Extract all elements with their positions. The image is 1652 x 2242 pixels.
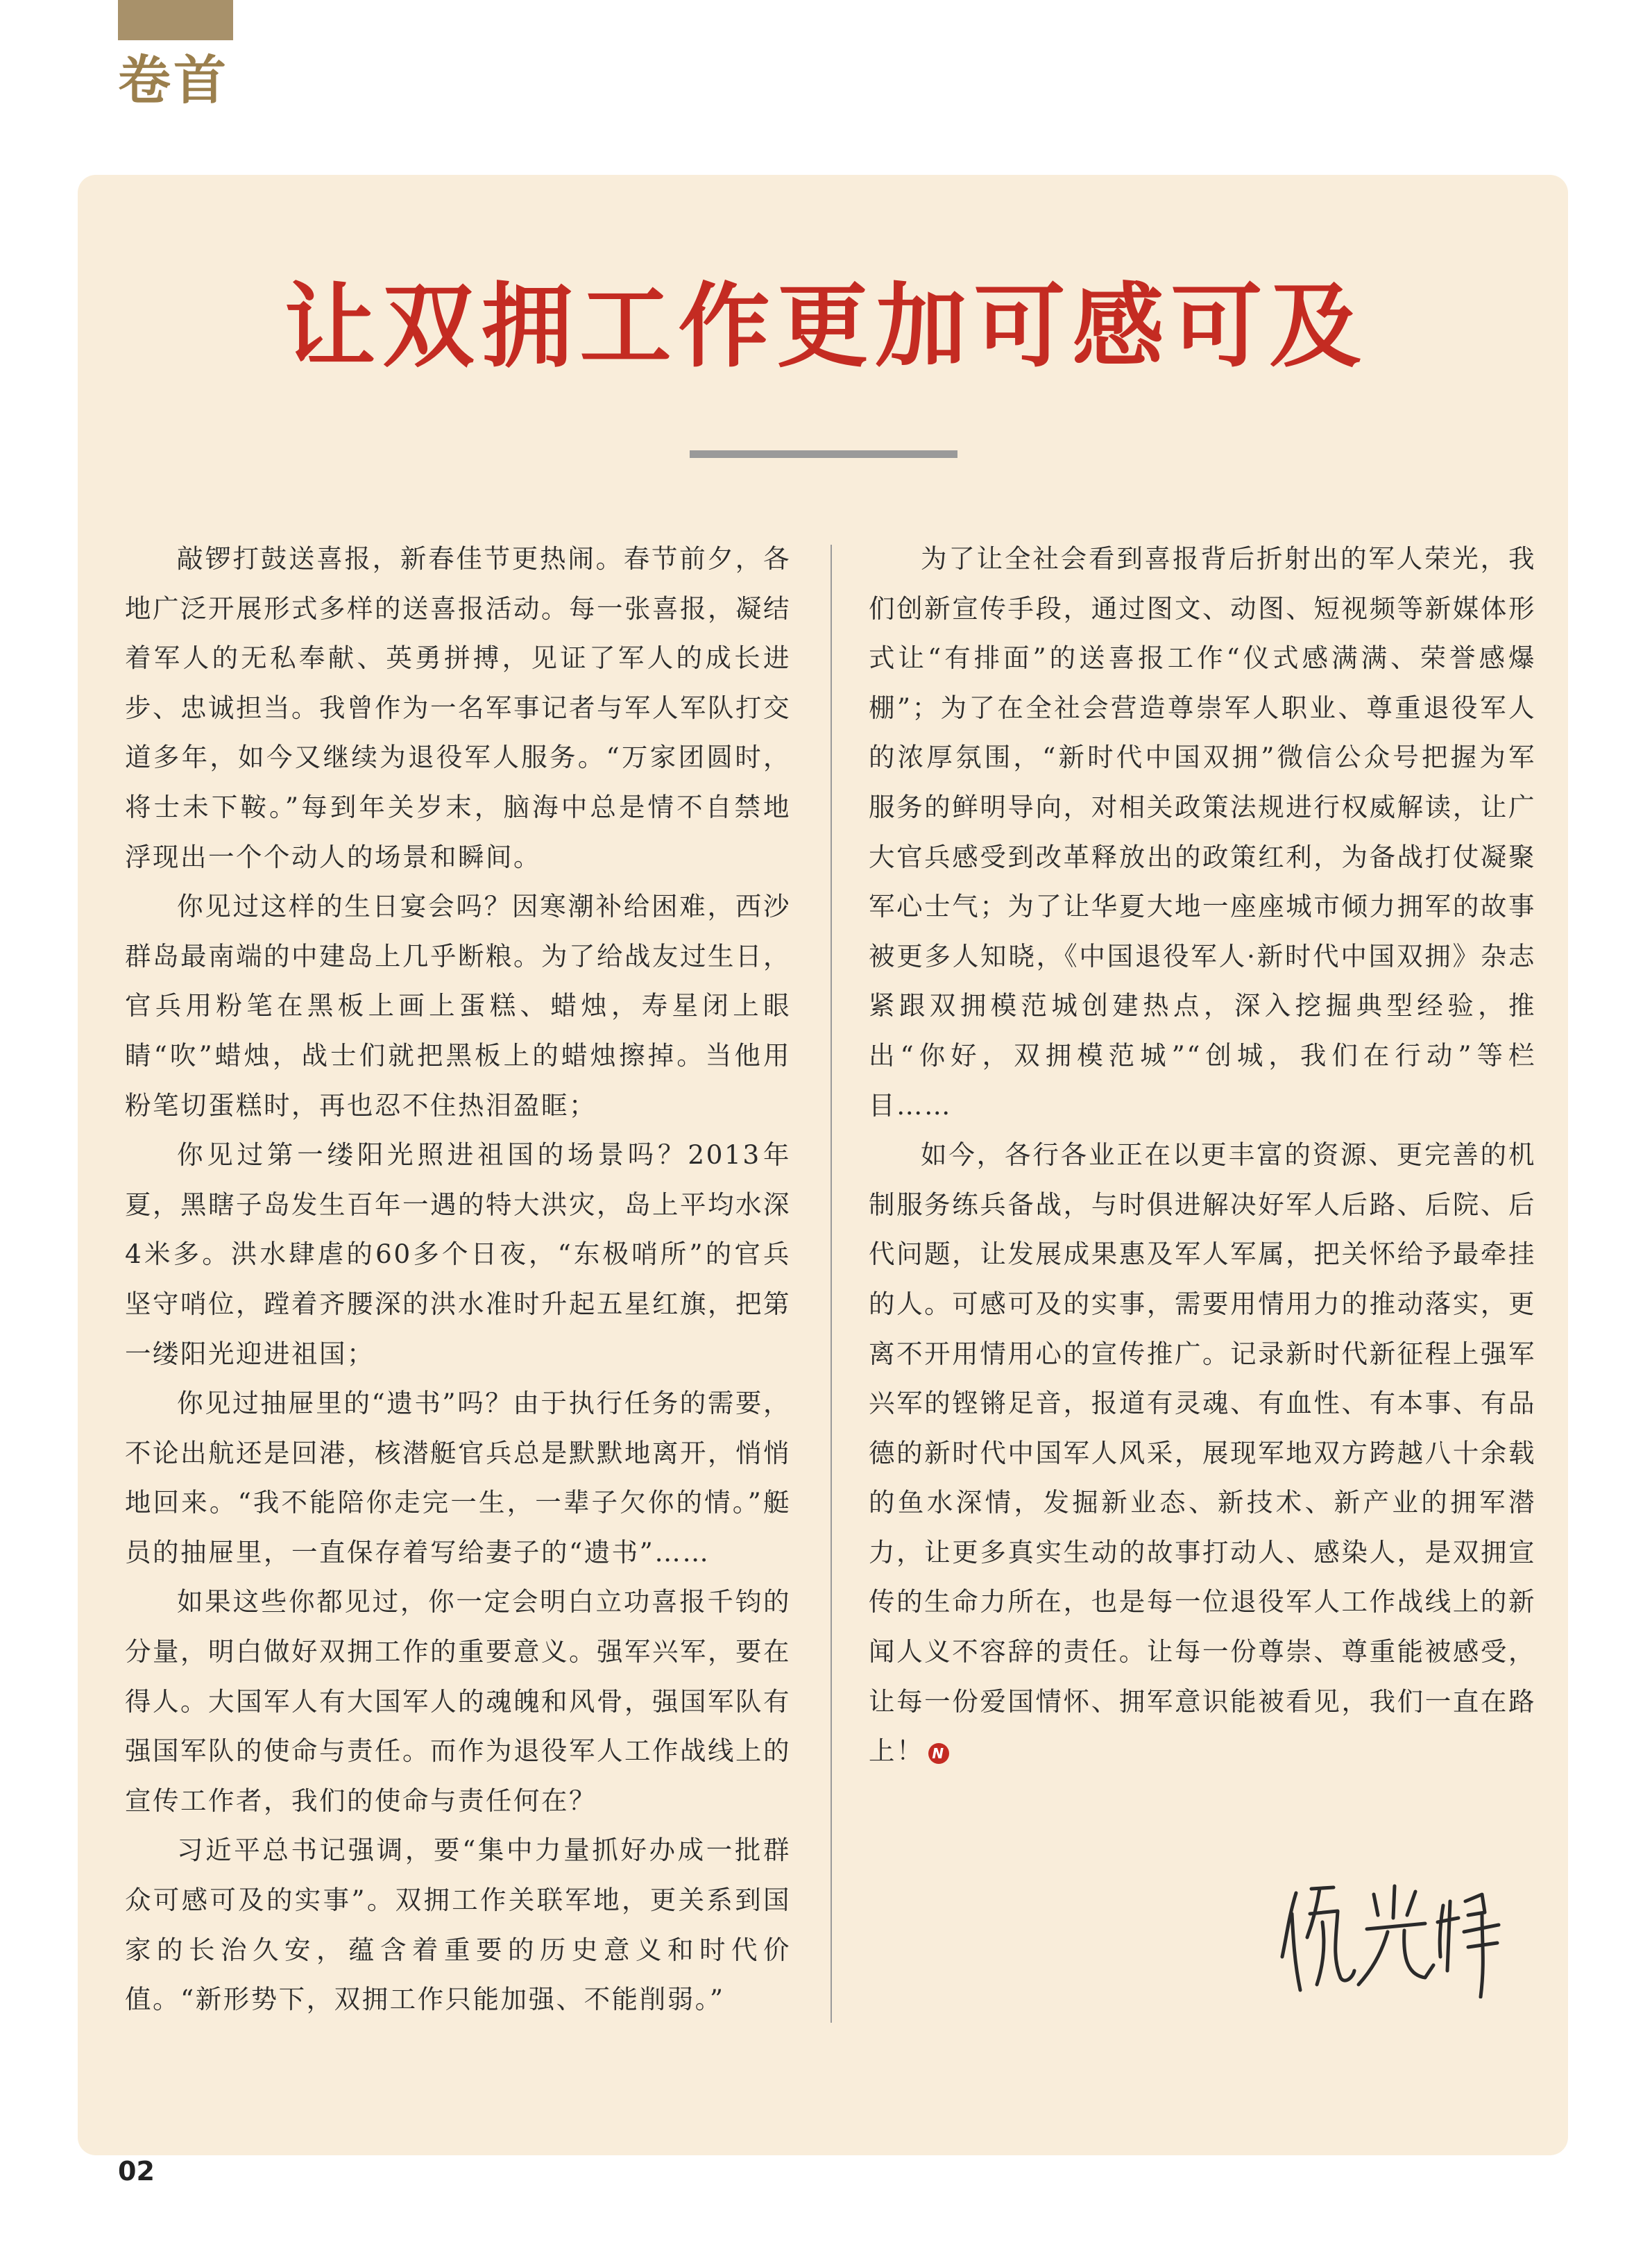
- paragraph: 你见过第一缕阳光照进祖国的场景吗？2013年夏，黑瞎子岛发生百年一遇的特大洪灾，岛上平均水深4米多。洪水肆虐的60多个日夜，“东极哨所”的官兵坚守哨位，蹚着齐腰深的洪水准时升起五星红旗，把第一缕阳光迎进祖国；: [125, 1139, 791, 1369]
- paragraph-text: 如今，各行各业正在以更丰富的资源、更完善的机制服务练兵备战，与时俱进解决好军人后路、后院、后代问题，让发展成果惠及军人军属，把关怀给予最牵挂的人。可感可及的实事，需要用情用力的推动落实，更离不开用情用心的宣传推广。记录新时代新征程上强军兴军的铿锵足音，报道有灵魂、有血性、有本事、有品德的新时代中国军人风采，展现军地双方跨越八十余载的鱼水深情，发掘新业态、新技术、新产业的拥军潜力，让更多真实生动的故事打动人、感染人，是双拥宣传的生命力所在，也是每一位退役军人工作战线上的新闻人义不容辞的责任。让每一份尊崇、尊重能被感受，让每一份爱国情怀、拥军意识能被看见，我们一直在路上！: [869, 1139, 1536, 1767]
- author-signature: [1277, 1874, 1526, 1998]
- paragraph: 习近平总书记强调，要“集中力量抓好办成一批群众可感可及的实事”。双拥工作关联军地，更关系到国家的长治久安，蕴含着重要的历史意义和时代价值。“新形势下，双拥工作只能加强、不能削弱。”: [125, 1835, 791, 2015]
- left-column: [125, 534, 791, 2025]
- paragraph: 为了让全社会看到喜报背后折射出的军人荣光，我们创新宣传手段，通过图文、动图、短视频等新媒体形式让“有排面”的送喜报工作“仪式感满满、荣誉感爆棚”；为了在全社会营造尊崇军人职业、尊重退役军人的浓厚氛围，“新时代中国双拥”微信公众号把握为军服务的鲜明导向，对相关政策法规进行权威解读，让广大官兵感受到改革释放出的政策红利，为备战打仗凝聚军心士气；为了让华夏大地一座座城市倾力拥军的故事被更多人知晓，《中国退役军人·新时代中国双拥》杂志紧跟双拥模范城创建热点，深入挖掘典型经验，推出“你好，双拥模范城”“创城，我们在行动”等栏目……: [869, 543, 1536, 1121]
- paragraph-last: [869, 1130, 1536, 1776]
- article-title: 让双拥工作更加可感可及: [284, 273, 1368, 380]
- page-number: 02: [118, 2156, 155, 2186]
- title-divider: [690, 450, 957, 458]
- column-divider: [831, 545, 832, 2023]
- paragraph: 你见过这样的生日宴会吗？因寒潮补给困难，西沙群岛最南端的中建岛上几乎断粮。为了给战友过生日，官兵用粉笔在黑板上画上蛋糕、蜡烛，寿星闭上眼睛“吹”蜡烛，战士们就把黑板上的蜡烛擦掉。当他用粉笔切蛋糕时，再也忍不住热泪盈眶；: [125, 891, 791, 1121]
- paragraph: 如果这些你都见过，你一定会明白立功喜报千钧的分量，明白做好双拥工作的重要意义。强军兴军，要在得人。大国军人有大国军人的魂魄和风骨，强国军队有强国军队的使命与责任。而作为退役军人工作战线上的宣传工作者，我们的使命与责任何在？: [125, 1586, 791, 1816]
- section-color-bar: [118, 0, 233, 40]
- end-mark-icon: N: [928, 1743, 949, 1764]
- paragraph: 你见过抽屉里的“遗书”吗？由于执行任务的需要，不论出航还是回港，核潜艇官兵总是默默地离开，悄悄地回来。“我不能陪你走完一生，一辈子欠你的情。”艇员的抽屉里，一直保存着写给妻子的“遗书”……: [125, 1388, 791, 1568]
- section-label: 卷首: [118, 49, 229, 111]
- paragraph: 敲锣打鼓送喜报，新春佳节更热闹。春节前夕，各地广泛开展形式多样的送喜报活动。每一张喜报，凝结着军人的无私奉献、英勇拼搏，见证了军人的成长进步、忠诚担当。我曾作为一名军事记者与军人军队打交道多年，如今又继续为退役军人服务。“万家团圆时，将士未下鞍。”每到年关岁末，脑海中总是情不自禁地浮现出一个个动人的场景和瞬间。: [125, 543, 791, 872]
- right-column: [869, 534, 1536, 1776]
